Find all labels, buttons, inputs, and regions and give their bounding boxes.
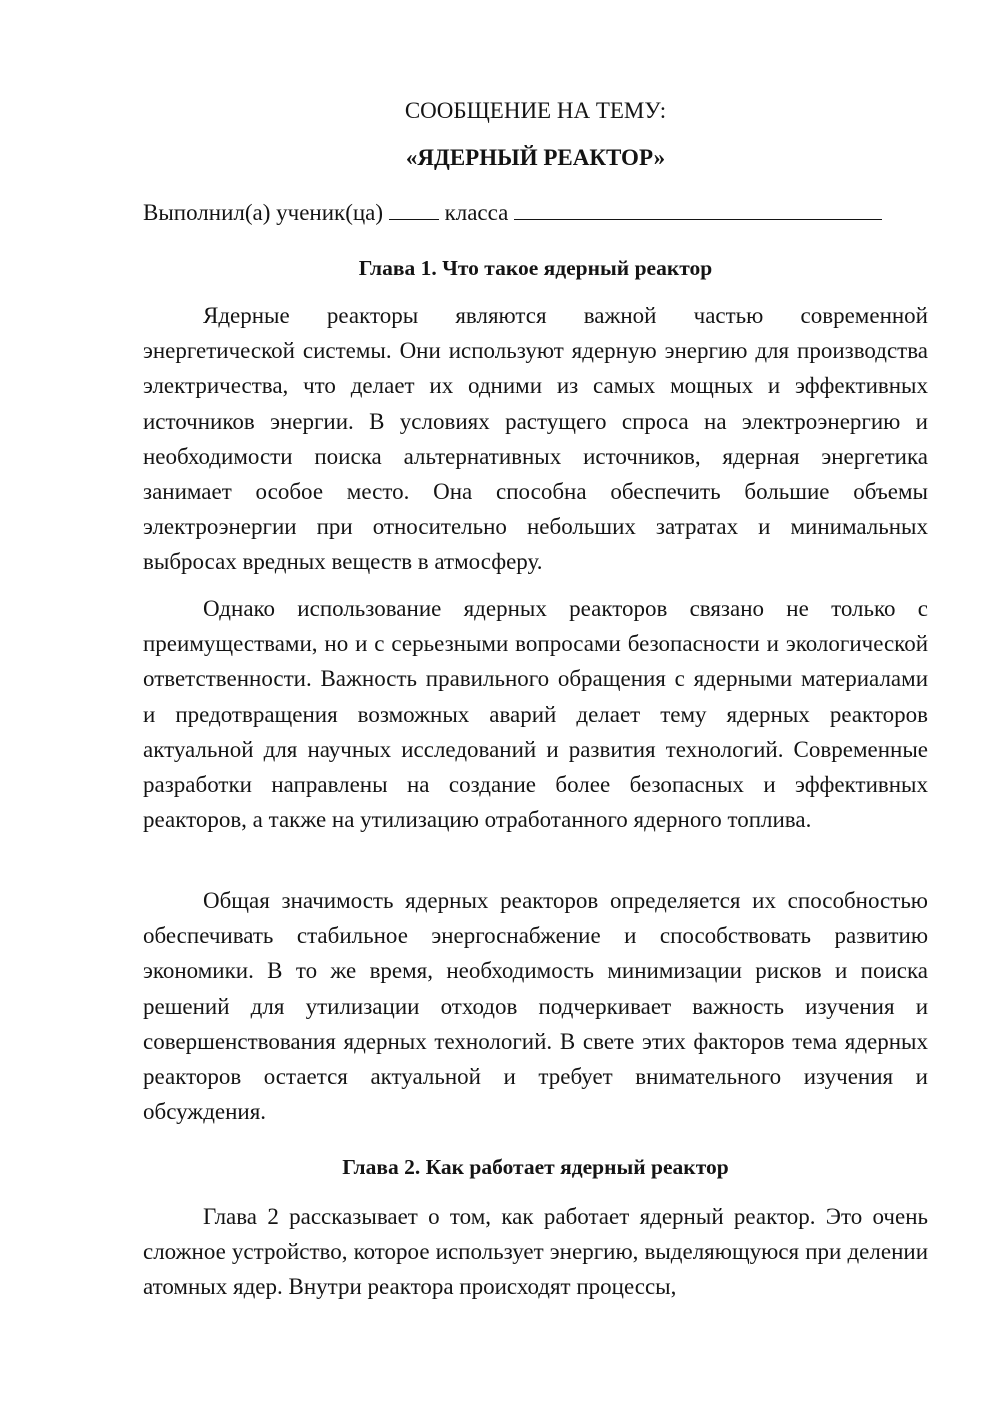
chapter-1-heading: Глава 1. Что такое ядерный реактор: [358, 256, 713, 280]
name-blank-line: [514, 197, 882, 220]
document-title-line-1: СООБЩЕНИЕ НА ТЕМУ:: [404, 98, 667, 123]
author-byline: [143, 197, 928, 228]
chapter-2-paragraph-1: Глава 2 рассказывает о том, как работает ядерный реактор. Это очень сложное устройство, которое использует энергию, выделяющуюся при делении атомных ядер. Внутри реактора происходят процессы,: [143, 1204, 928, 1300]
grade-blank-line: [389, 197, 439, 220]
byline-student-label: Выполнил(а) ученик(ца): [143, 200, 384, 225]
chapter-1-paragraph-3: Общая значимость ядерных реакторов определяется их способностью обеспечивать стабильное энергоснабжение и способствовать развитию экономики. В то же время, необходимость минимизации рисков и поиска решений для утилизации отходов подчеркивает важность изучения и совершенствования ядерных технологий. В свете этих факторов тема ядерных реакторов остается актуальной и требует внимательного изучения и обсуждения.: [143, 888, 928, 1125]
chapter-1-paragraph-2: Однако использование ядерных реакторов связано не только с преимуществами, но и с серьезными вопросами безопасности и экологической ответственности. Важность правильного обращения с ядерными материалами и предотвращения возможных аварий делает тему ядерных реакторов актуальной для научных исследований и развития технологий. Современные разработки направлены на создание более безопасных и эффективных реакторов, а также на утилизацию отработанного ядерного топлива.: [143, 596, 928, 833]
document-title-topic: «ЯДЕРНЫЙ РЕАКТОР»: [405, 145, 666, 170]
byline-class-label: класса: [444, 200, 509, 225]
chapter-2-heading: Глава 2. Как работает ядерный реактор: [342, 1155, 729, 1179]
chapter-1-paragraph-1: Ядерные реакторы являются важной частью современной энергетической системы. Они используют ядерную энергию для производства электричества, что делает их одними из самых мощных и эффективных источников энергии. В условиях растущего спроса на электроэнергию и необходимости поиска альтернативных источников, ядерная энергетика занимает особое место. Она способна обеспечить большие объемы электроэнергии при относительно небольших затратах и минимальных выбросах вредных веществ в атмосферу.: [143, 303, 928, 575]
